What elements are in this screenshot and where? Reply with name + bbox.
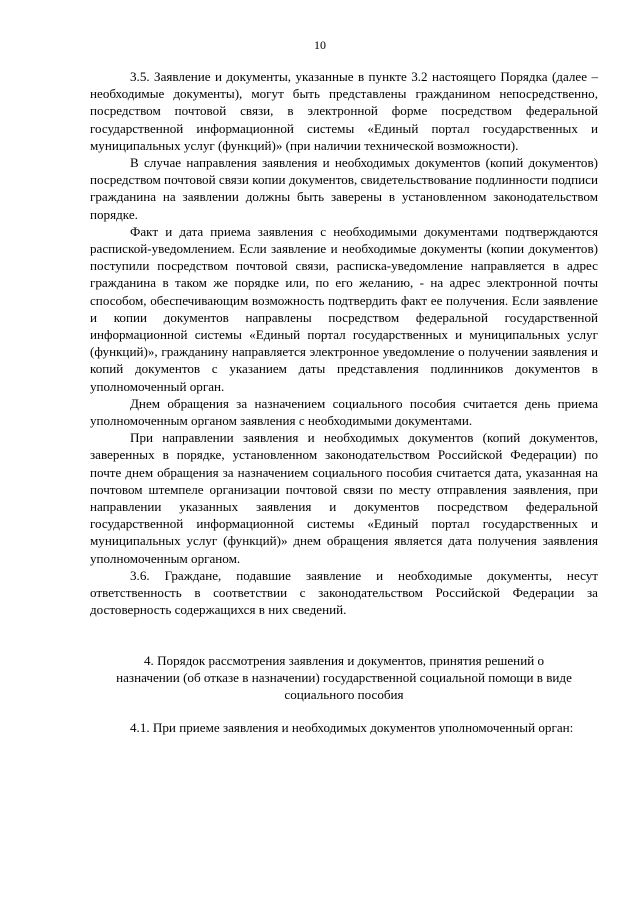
document-body [90, 68, 598, 736]
paragraph-postal-copies: В случае направления заявления и необходимых документов (копий документов) посредством почтовой связи копии документов, свидетельствование подлинности подписи гражданина на заявлении должны быть заверены в установленном законодательством порядке. [90, 155, 598, 222]
paragraph-4-1: 4.1. При приеме заявления и необходимых документов уполномоченный орган: [130, 720, 574, 736]
page-number: 10 [314, 38, 326, 52]
paragraph-postal-date: При направлении заявления и необходимых документов (копий документов, заверенных в порядке, установленном законодательством Российской Федерации) по почте днем обращения за назначением социального пособия считается дата, указанная на почтовом штемпеле организации почтовой связи по месту отправления заявления, при направлении указанных заявления и документов посредством федеральной государственной информационной системы «Единый портал государственных и муниципальных услуг (функций)» днем обращения является дата получения заявления уполномоченным органом. [90, 430, 598, 566]
section-heading-4: 4. Порядок рассмотрения заявления и документов, принятия решений о назначении (об отказе в назначении) государственной социальной помощи в виде социального пособия [116, 652, 572, 702]
paragraph-3-5: 3.5. Заявление и документы, указанные в пункте 3.2 настоящего Порядка (далее – необходимые документы), могут быть представлены гражданином непосредственно, посредством почтовой связи, в электронной форме посредством федеральной государственной информационной системы «Единый портал государственных и муниципальных услуг (функций)» (при наличии технической возможности). [90, 69, 598, 153]
paragraph-application-date: Днем обращения за назначением социального пособия считается день приема уполномоченным органом заявления с необходимыми документами. [90, 395, 598, 429]
paragraph-3-6: 3.6. Граждане, подавшие заявление и необходимые документы, несут ответственность в соответствии с законодательством Российской Федерации за достоверность содержащихся в них сведений. [90, 567, 598, 618]
paragraph-receipt-notice: Факт и дата приема заявления с необходимыми документами подтверждаются распиской-уведомлением. Если заявление и необходимые документы (копии документов) поступили посредством почтовой связи, расписка-уведомление направляется в адрес гражданина в таком же порядке или, по его желанию, - на адрес электронной почты способом, обеспечивающим возможность подтвердить факт ее получения. Если заявление и копии документов направлены посредством федеральной государственной информационной системы «Единый портал государственных и муниципальных услуг (функций)», гражданину направляется электронное уведомление о получении заявления и копий документов с указанием даты представления подлинников документов в уполномоченный орган. [90, 223, 598, 394]
